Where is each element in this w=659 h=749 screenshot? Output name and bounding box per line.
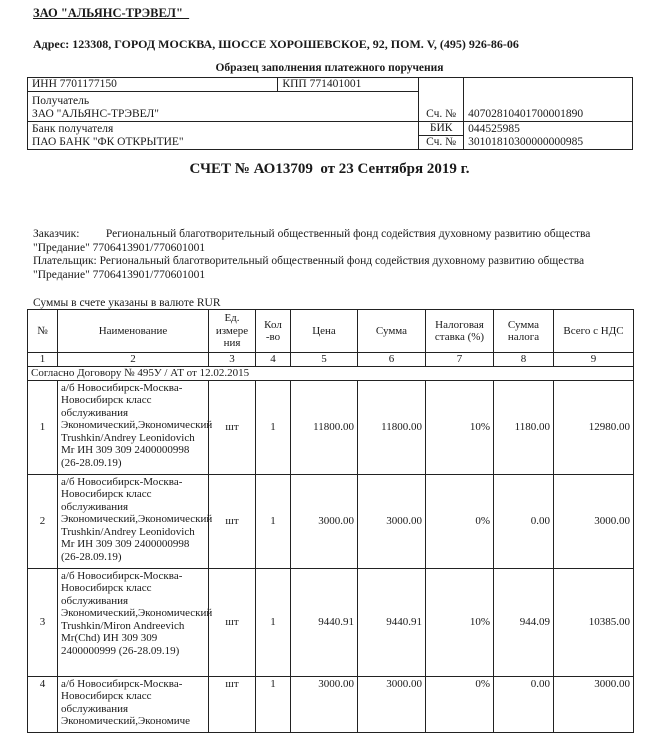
- bank-label: Банк получателя: [28, 122, 419, 136]
- row-num: 3: [28, 568, 58, 676]
- bik-label: БИК: [419, 122, 464, 136]
- row-qty: 1: [256, 474, 291, 568]
- row-sum: 3000.00: [358, 676, 426, 732]
- company-name: ЗАО "АЛЬЯНС-ТРЭВЕЛ": [33, 6, 190, 20]
- row-sum: 11800.00: [358, 380, 426, 474]
- row-unit: шт: [209, 474, 256, 568]
- col-header-price: Цена: [291, 310, 358, 353]
- row-total: 3000.00: [554, 676, 634, 732]
- column-number-row: [28, 353, 634, 367]
- table-row: [28, 474, 634, 568]
- row-price: 3000.00: [291, 474, 358, 568]
- row-price: 9440.91: [291, 568, 358, 676]
- table-header-row: [28, 310, 634, 353]
- bank-name: ПАО БАНК "ФК ОТКРЫТИЕ": [28, 136, 419, 150]
- col-number: 4: [256, 353, 291, 367]
- row-tax-rate: 10%: [426, 380, 494, 474]
- row-sum: 3000.00: [358, 474, 426, 568]
- row-num: 1: [28, 380, 58, 474]
- col-header-qty: Кол -во: [256, 310, 291, 353]
- col-number: 8: [494, 353, 554, 367]
- table-row: [28, 380, 634, 474]
- row-tax-sum: 0.00: [494, 474, 554, 568]
- col-header-name: Наименование: [58, 310, 209, 353]
- col-number: 7: [426, 353, 494, 367]
- col-number: 3: [209, 353, 256, 367]
- row-qty: 1: [256, 568, 291, 676]
- row-name: а/б Новосибирск-Москва-Новосибирск класс обслуживания Экономический,Экономиче: [58, 676, 209, 732]
- row-qty: 1: [256, 676, 291, 732]
- col-header-tax-rate: Налоговая ставка (%): [426, 310, 494, 353]
- contract-reference: Согласно Договору № 495У / АТ от 12.02.2015: [28, 366, 634, 380]
- customer-value: Региональный благотворительный общественный фонд содействия духовному развитию общества "Предание" 7706413901/770601001: [33, 228, 591, 254]
- row-unit: шт: [209, 676, 256, 732]
- col-header-total: Всего с НДС: [554, 310, 634, 353]
- row-total: 12980.00: [554, 380, 634, 474]
- account-label: Сч. №: [419, 78, 464, 122]
- row-unit: шт: [209, 568, 256, 676]
- customer-block: [33, 228, 623, 255]
- row-sum: 9440.91: [358, 568, 426, 676]
- row-price: 11800.00: [291, 380, 358, 474]
- row-name: а/б Новосибирск-Москва-Новосибирск класс обслуживания Экономический,Экономический Trushkin/Andrey Leonidovich Mr ИН 309 309 2400000998 (26-28.09.19): [58, 380, 209, 474]
- row-name: а/б Новосибирск-Москва-Новосибирск класс обслуживания Экономический,Экономический Trushkin/Andrey Leonidovich Mr ИН 309 309 2400000998 (26-28.09.19): [58, 474, 209, 568]
- invoice-title: СЧЕТ № АО13709 от 23 Сентября 2019 г.: [189, 161, 470, 177]
- row-tax-rate: 0%: [426, 676, 494, 732]
- col-header-tax-sum: Сумма налога: [494, 310, 554, 353]
- payer-value: Региональный благотворительный общественный фонд содействия духовному развитию общества "Предание" 7706413901/770601001: [33, 255, 585, 281]
- col-header-sum: Сумма: [358, 310, 426, 353]
- company-address: Адрес: 123308, ГОРОД МОСКВА, ШОССЕ ХОРОШЕВСКОЕ, 92, ПОМ. V, (495) 926-86-06: [33, 37, 519, 51]
- recipient-cell: [28, 92, 419, 122]
- col-number: 5: [291, 353, 358, 367]
- inn: ИНН 7701177150: [28, 78, 278, 92]
- row-tax-sum: 0.00: [494, 676, 554, 732]
- invoice-items-table: [27, 309, 634, 733]
- table-row: [28, 676, 634, 732]
- row-tax-rate: 0%: [426, 474, 494, 568]
- contract-row: [28, 366, 634, 380]
- row-tax-rate: 10%: [426, 568, 494, 676]
- recipient-name: ЗАО "АЛЬЯНС-ТРЭВЕЛ": [32, 108, 159, 120]
- col-number: 1: [28, 353, 58, 367]
- row-total: 3000.00: [554, 474, 634, 568]
- corr-account-number: 30101810300000000985: [464, 136, 633, 150]
- account-number: 40702810401700001890: [464, 78, 633, 122]
- payer-block: [33, 255, 623, 282]
- table-row: [28, 568, 634, 676]
- row-qty: 1: [256, 380, 291, 474]
- recipient-label: Получатель: [32, 95, 90, 107]
- col-number: 9: [554, 353, 634, 367]
- col-header-unit: Ед. измере ния: [209, 310, 256, 353]
- row-name: а/б Новосибирск-Москва-Новосибирск класс обслуживания Экономический,Экономический Trushkin/Miron Andreevich Mr(Chd) ИН 309 309 2400000999 (26-28.09.19): [58, 568, 209, 676]
- bank-details-table: [27, 77, 633, 150]
- bik-value: 044525985: [464, 122, 633, 136]
- kpp: КПП 771401001: [278, 78, 419, 92]
- col-header-num: №: [28, 310, 58, 353]
- payment-sample-title: Образец заполнения платежного поручения: [215, 62, 444, 74]
- row-num: 2: [28, 474, 58, 568]
- row-tax-sum: 1180.00: [494, 380, 554, 474]
- customer-label: Заказчик:: [33, 228, 80, 240]
- row-price: 3000.00: [291, 676, 358, 732]
- row-total: 10385.00: [554, 568, 634, 676]
- row-tax-sum: 944.09: [494, 568, 554, 676]
- payer-label: Плательщик:: [33, 255, 97, 267]
- corr-account-label: Сч. №: [419, 136, 464, 150]
- col-number: 6: [358, 353, 426, 367]
- currency-note: Суммы в счете указаны в валюте RUR: [33, 297, 221, 309]
- row-num: 4: [28, 676, 58, 732]
- row-unit: шт: [209, 380, 256, 474]
- col-number: 2: [58, 353, 209, 367]
